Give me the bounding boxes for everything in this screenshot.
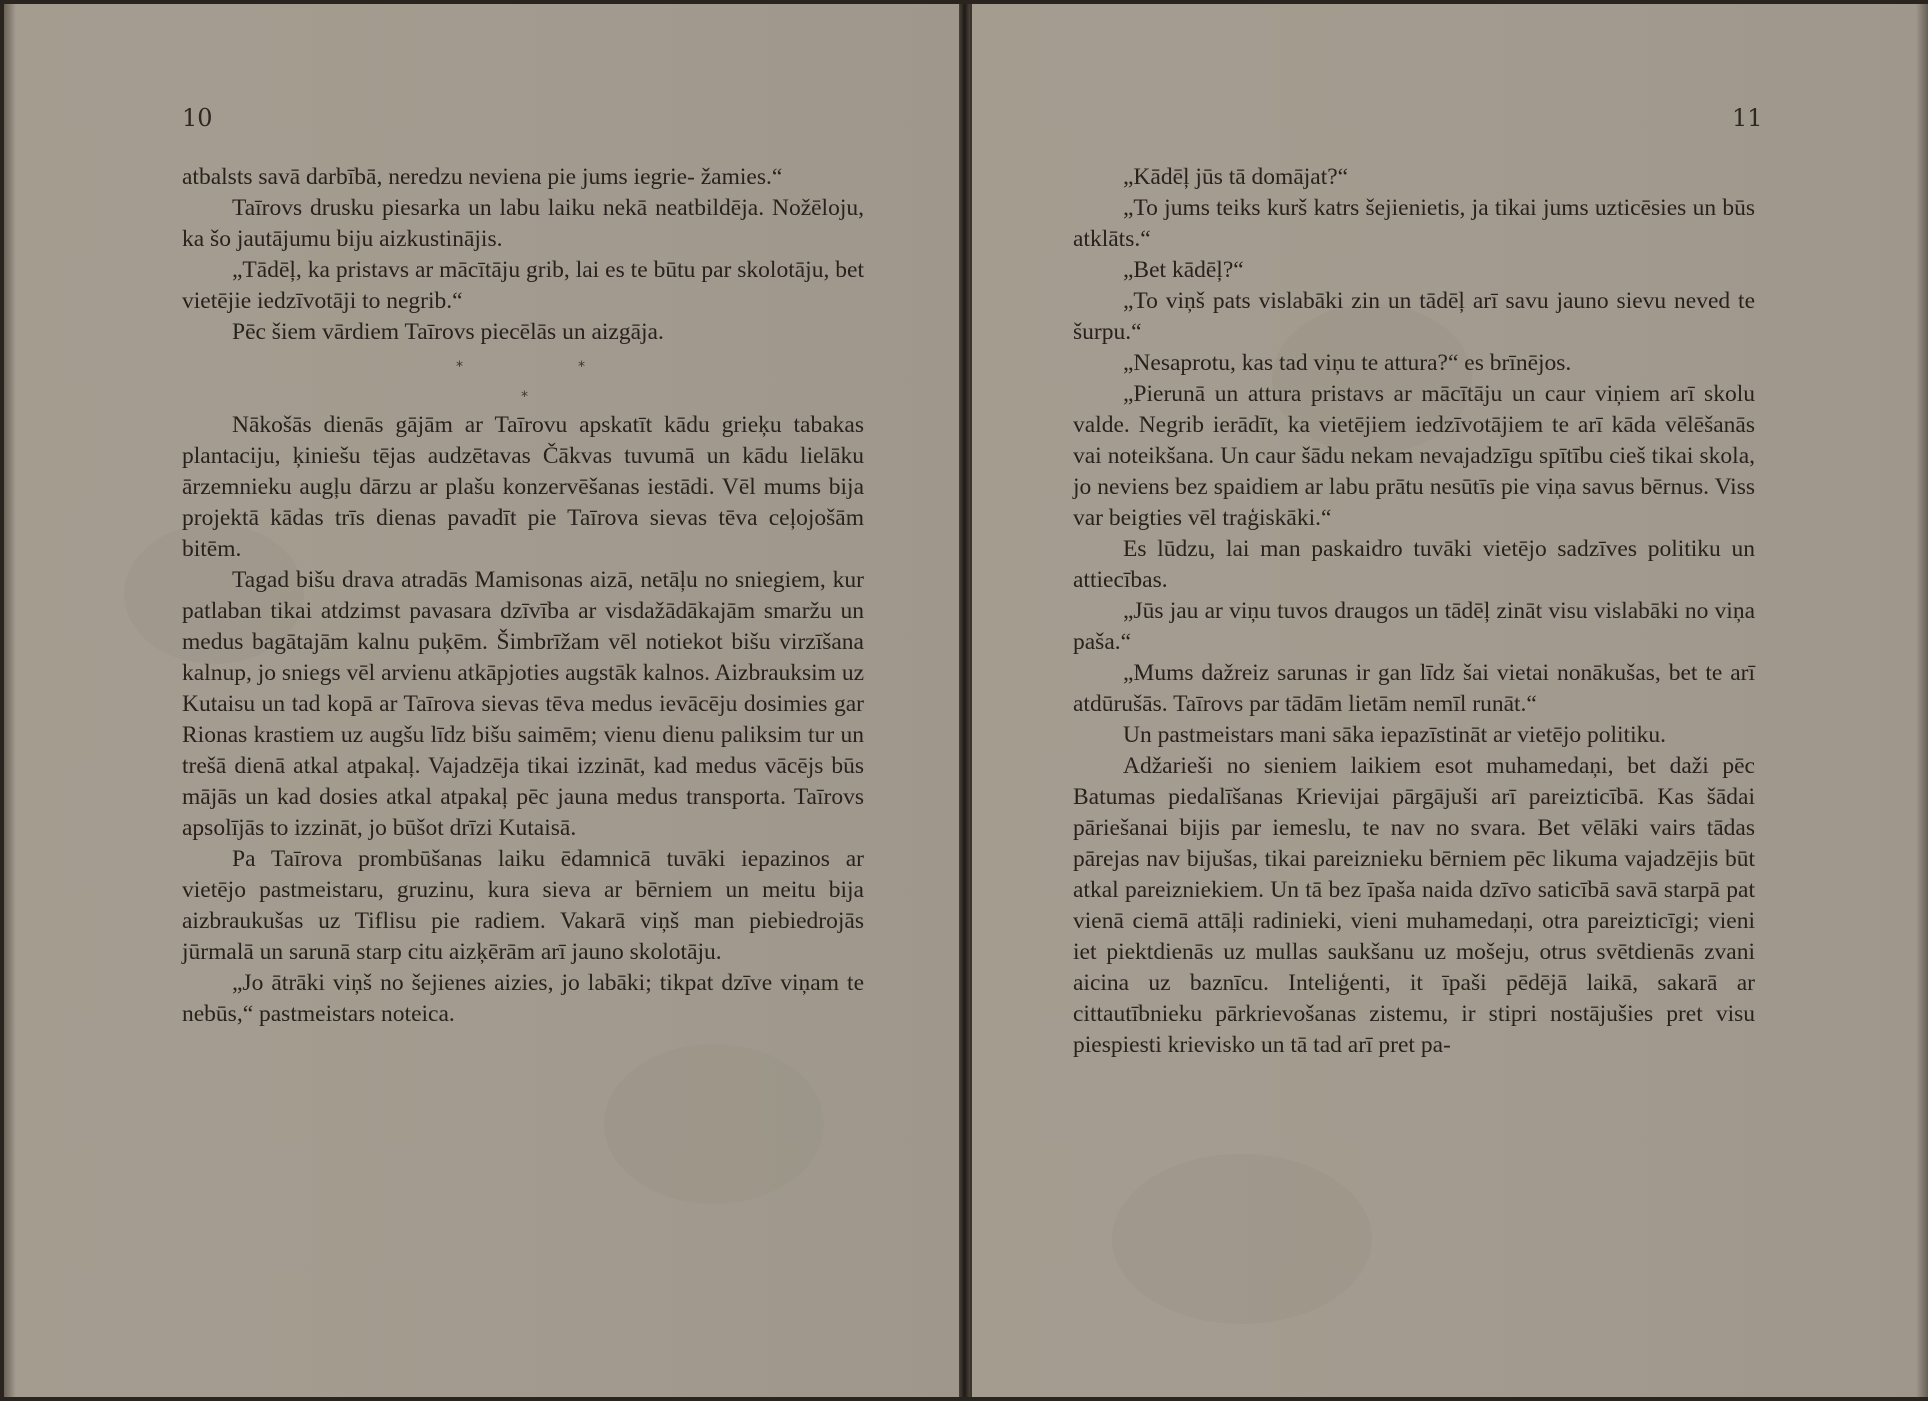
body-text [182, 162, 864, 1030]
paragraph: Pēc šiem vārdiem Taīrovs piecēlās un aizgāja. [232, 319, 664, 345]
section-separator [182, 348, 864, 410]
paragraph: „To jums teiks kurš katrs šejienietis, ja tikai jums uzticēsies un būs atklāts.“ [1073, 195, 1755, 252]
paragraph: Pa Taīrova prombūšanas laiku ēdamnicā tuvāki iepazinos ar vietējo pastmeistaru, gruzinu, kura sieva ar bērniem un meitu bija aizbraukušas uz Tiflisu pie radiem. Vakarā viņš man piebiedrojās jūrmalā un sarunā starp citu aizķērām arī jauno skolotāju. [182, 846, 864, 965]
paper-stain [1112, 1154, 1372, 1324]
asterisk: * [456, 359, 463, 375]
paragraph: Es lūdzu, lai man paskaidro tuvāki vietējo sadzīves politiku un attiecības. [1073, 536, 1755, 593]
paragraph: „Bet kādēļ?“ [1123, 257, 1244, 283]
paragraph: Tagad bišu drava atradās Mamisonas aizā, netāļu no sniegiem, kur patlaban tikai atdzimst pavasara dzīvība ar visdažādākajām smaržu un medus bagātajām kalnu puķēm. Šimbrīžam vēl notiekot bišu virzīšana kalnup, jo sniegs vēl arvienu atkāpjoties augstāk kalnos. Aizbrauksim uz Kutaisu un tad kopā ar Taīrova sievas tēva medus ievācēju dosimies gar Rionas krastiem uz augšu līdz bišu saimēm; vienu dienu paliksim tur un trešā dienā atkal atpakaļ. Vajadzēja tikai izzināt, kad medus vācējs būs mājās un kad dosies atkal atpakaļ pēc jauna medus transporta. Taīrovs apsolījās to izzināt, jo būšot drīzi Kutaisā. [182, 567, 865, 841]
page-number: 11 [1732, 104, 1763, 132]
asterisk: * [521, 389, 528, 405]
book-gutter [959, 4, 970, 1397]
paragraph: „To viņš pats vislabāki zin un tādēļ arī savu jauno sievu neved te šurpu.“ [1073, 288, 1755, 345]
paragraph: atbalsts savā darbībā, neredzu neviena pie jums iegrie- žamies.“ [182, 164, 783, 190]
paragraph: „Mums dažreiz sarunas ir gan līdz šai vietai nonākušas, bet te arī atdūrušās. Taīrovs par tādām lietām nemīl runāt.“ [1073, 660, 1755, 717]
paragraph: „Jūs jau ar viņu tuvos draugos un tādēļ zināt visu vislabāki no viņa paša.“ [1073, 598, 1755, 655]
left-page [4, 4, 961, 1397]
paragraph: Taīrovs drusku piesarka un labu laiku nekā neatbildēja. Nožēloju, ka šo jautājumu biju aizkustinājis. [182, 195, 864, 252]
paragraph: „Jo ātrāki viņš no šejienes aizies, jo labāki; tikpat dzīve viņam te nebūs,“ pastmeistars noteica. [182, 970, 864, 1027]
paragraph: „Nesaprotu, kas tad viņu te attura?“ es brīnējos. [1123, 350, 1572, 376]
right-page [970, 4, 1928, 1397]
paragraph: „Pierunā un attura pristavs ar mācītāju un caur viņiem arī skolu valde. Negrib ierādīt, ka vietējiem iedzīvotājiem te arī kāda vēlēšanās vai noteikšana. Un caur šādu nekam nevajadzīgu spītību cieš tikai skola, jo neviens bez spaidiem ar labu prātu nesūtīs pie viņa savus bērnus. Viss var beigties vēl traģiskāki.“ [1073, 381, 1755, 531]
page-edge-shadow [1916, 4, 1928, 1397]
paragraph: Nākošās dienās gājām ar Taīrovu apskatīt kādu grieķu tabakas plantaciju, ķiniešu tējas audzētavas Čākvas tuvumā un kādu lielāku ārzemnieku augļu dārzu ar plašu konzervēšanas iestādi. Vēl mums bija projektā kādas trīs dienas pavadīt pie Taīrova sievas tēva ceļojošām bitēm. [182, 412, 864, 562]
paragraph: Adžarieši no sieniem laikiem esot muhamedaņi, bet daži pēc Batumas piedalīšanas Krievijai pārgājuši arī pareizticībā. Kas šādai pāriešanai bijis par iemeslu, te nav no svara. Bet vēlāki vairs tādas pārejas nav bijušas, tikai pareiznieku bērniem pēc likuma vajadzējis būt atkal pareizniekiem. Un tā bez īpaša naida dzīvo saticībā savā starpā pat vienā ciemā attāļi radinieki, vieni muhamedaņi, otra pareizticīgi; vieni iet piektdienās uz mullas saukšanu uz mošeju, otrus svētdienās zvani aicina uz baznīcu. Inteliģenti, it īpaši pēdējā laikā, sakarā ar cittautībnieku pārkrievošanas zistemu, ir stipri nostājušies pret visu piespiesti krievisko un tā tad arī pret pa- [1073, 753, 1755, 1058]
paragraph: Un pastmeistars mani sāka iepazīstināt ar vietējo politiku. [1123, 722, 1666, 748]
paragraph: „Kādēļ jūs tā domājat?“ [1123, 164, 1349, 190]
paper-stain [604, 1044, 824, 1204]
asterisk: * [578, 359, 585, 375]
paragraph: „Tādēļ, ka pristavs ar mācītāju grib, lai es te būtu par skolotāju, bet vietējie iedzīvotāji to negrib.“ [182, 257, 864, 314]
page-number: 10 [182, 104, 213, 132]
body-text [1073, 162, 1755, 1061]
page-edge-shadow [4, 4, 16, 1397]
